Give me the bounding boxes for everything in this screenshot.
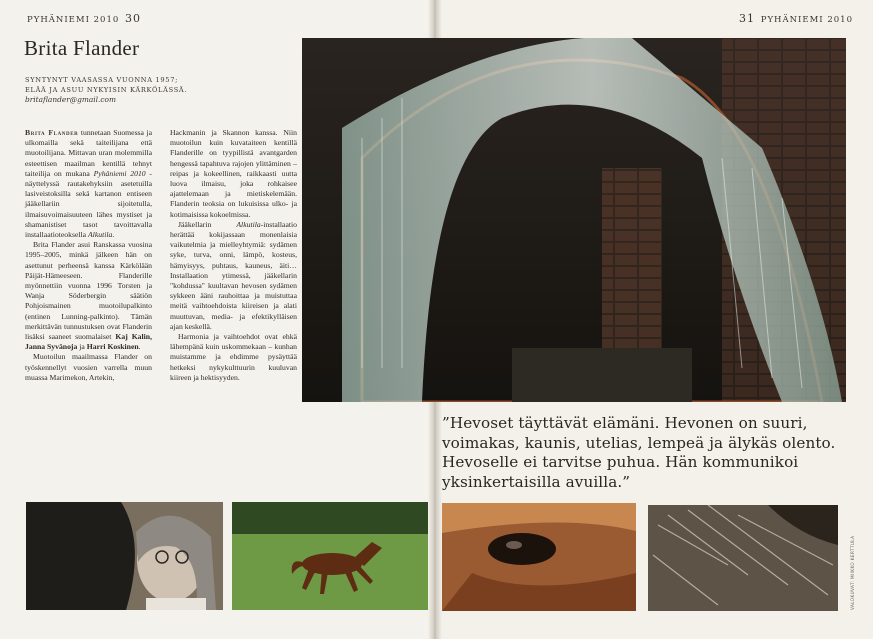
text: . xyxy=(138,342,141,352)
installation-photo xyxy=(302,38,846,402)
paragraph xyxy=(25,128,152,240)
portrait-illustration xyxy=(26,502,223,610)
intro-line: SYNTYNYT VAASASSA VUONNA 1957; xyxy=(25,76,179,84)
paragraph xyxy=(25,240,152,352)
intro-line: ELÄÄ JA ASUU NYKYISIN KÄRKÖLÄSSÄ. xyxy=(25,86,188,94)
text: ja xyxy=(77,342,87,352)
horse-eye-photo xyxy=(442,503,636,611)
lead-name: Brita Flander xyxy=(25,128,79,137)
paragraph: Muotoilun maailmassa Flander on työskennellyt vuosien varrella muun muassa Marimekon, Artekin, xyxy=(25,352,152,382)
folio-section: PYHÄNIEMI 2010 xyxy=(27,15,120,25)
artist-intro xyxy=(25,75,187,105)
italic-text: Pyhäniemi 2010 xyxy=(93,168,146,178)
photo-credit: VALOKUVAT: MIIKKO KERTTULA xyxy=(850,535,855,610)
article-title: Brita Flander xyxy=(24,36,140,60)
paragraph: Harmonia ja vaihtoehdot ovat ehkä lähempänä kuin uskommekaan – kunhan muistamme ja ehdimme pysäyttää hetkeksi nykykulttuurin kuuluvan kiireen ja hektisyyden. xyxy=(170,332,297,382)
bold-names: Harri Koskinen xyxy=(86,342,139,352)
text: tunnetaan Suomessa ja ulkomailla sekä taiteilijana että muotoilijana. Mittavan uran molemmilla esteettisen maailman kentillä tehnyt taiteilija on mukana xyxy=(25,128,152,178)
page-number: 30 xyxy=(124,12,141,25)
text: . xyxy=(112,230,115,240)
italic-text: Alkutila xyxy=(87,230,113,240)
paragraph xyxy=(170,220,297,332)
text: -installaatio herättää kokijassaan monenlaisia vaikutelmia ja mielleyhtymiä: sydämen syke, turva, onni, lämpö, kosteus, hämyisyys, puhtaus, kauneus, äiti… Installaation ytimessä, jääkellarin "kohdussa" kuultavan hevosen sydämen sykkeen ääni rauhoittaa ja muistuttaa meitä vaihtoehdoista kiireisen ja alati muuttuvan, media- ja efektikylläisen ajan keskellä. xyxy=(170,219,297,331)
email: britaflander@gmail.com xyxy=(25,95,116,104)
paragraph: Hackmanin ja Skannon kanssa. Niin muotoilun kuin kuvataiteen kentillä Flanderille on tyypillistä avantgarden hengessä tapahtuva rajojen ylittäminen – reipas ja kokeellinen, raikkaasti uutta luova ilmaisu, joka rohkaisee ajattelemaan ja mietiskelemään. Flanderin teoksia on lukuisissa ulko- ja kotimaisissa kokoelmissa. xyxy=(170,128,297,219)
body-column-2 xyxy=(170,128,297,383)
horse-fur-photo xyxy=(648,505,838,611)
folio-left xyxy=(27,12,143,25)
text: Jääkellarin xyxy=(178,219,237,229)
running-horse-photo xyxy=(232,502,428,610)
text: Brita Flander asui Ranskassa vuosina 1995–2005, minkä jälkeen hän on asettunut perheensä kanssa Kärkölään Päijät-Hämeeseen. Flanderille myönnettiin vuonna 1996 Torsten ja Wanja Söderbergin säätiön Pohjoismainen muotoilupalkinto (entinen Lunning-palkinto). Tämän merkittävän tunnustuksen ovat Flanderin lisäksi saaneet suomalaiset xyxy=(25,240,152,342)
text: -näyttelyssä rautakehyksiin asetetuilla lasiveistoksilla sekä kartanon entiseen jääkellariin sijoitetulla, ilmaisuvoimaisuuteen lähes mystiset ja shamanistiset tasot tavoittavalla installaatioteoksella xyxy=(25,168,152,240)
folio-section: PYHÄNIEMI 2010 xyxy=(760,15,853,25)
page-number: 31 xyxy=(739,12,756,25)
glass-arch-illustration xyxy=(302,38,846,402)
horse-eye-illustration xyxy=(442,503,636,611)
pull-quote: ”Hevoset täyttävät elämäni. Hevonen on suuri, voimakas, kaunis, utelias, lempeä ja älykäs olento. Hevoselle ei tarvitse puhua. Hän kommunikoi yksinkertaisilla avuilla.” xyxy=(442,414,836,491)
folio-right xyxy=(737,12,853,25)
artist-portrait-photo xyxy=(26,502,223,610)
body-column-1 xyxy=(25,128,152,383)
fur-illustration xyxy=(648,505,838,611)
horse-field-illustration xyxy=(232,502,428,610)
bold-names: Kaj Kalin, Janna Syvänoja xyxy=(25,332,152,352)
italic-text: Alkutila xyxy=(236,219,261,229)
